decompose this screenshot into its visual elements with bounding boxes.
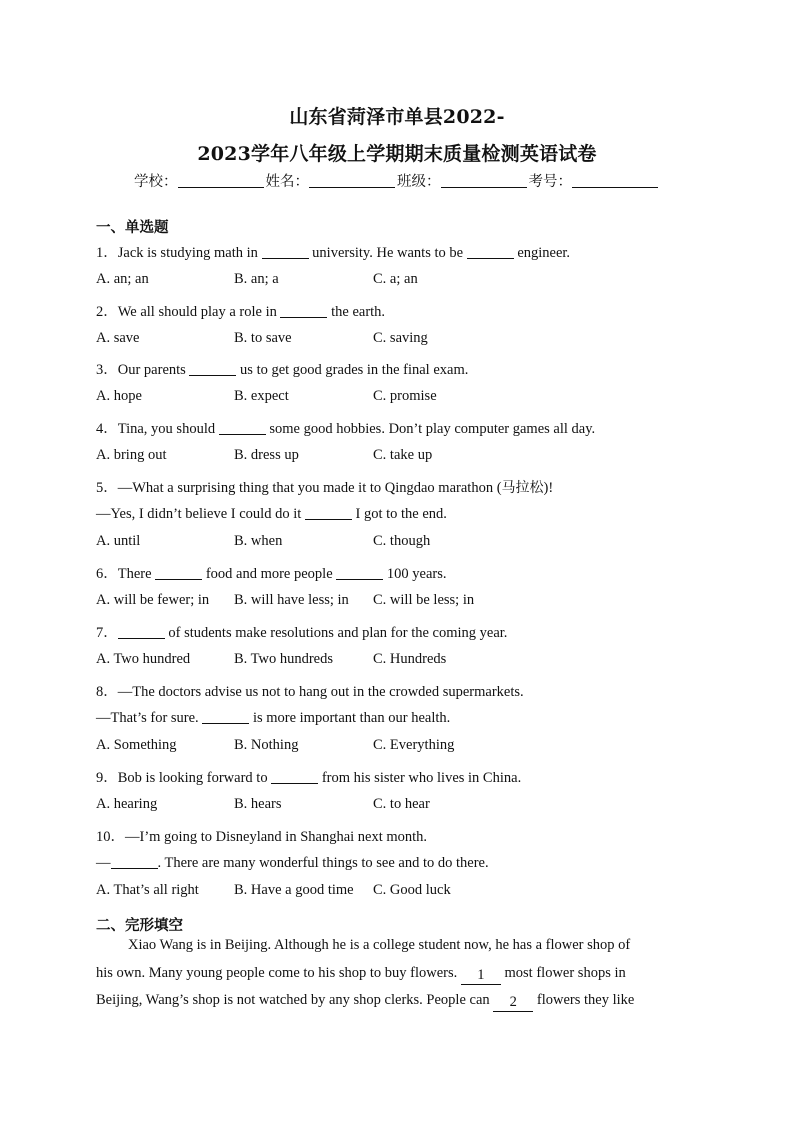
question-7: 7． of students make resolutions and plan for the coming year.: [96, 625, 508, 641]
option-b[interactable]: B. Two hundreds: [234, 651, 334, 667]
question-6: 6．There food and more people 100 years.: [96, 566, 447, 582]
answer-blank[interactable]: [155, 566, 202, 580]
school-blank[interactable]: [178, 173, 264, 188]
answer-blank[interactable]: [336, 566, 383, 580]
answer-blank[interactable]: [271, 770, 318, 784]
answer-blank[interactable]: [280, 304, 327, 318]
option-c[interactable]: C. Good luck: [373, 882, 451, 898]
option-c[interactable]: C. promise: [373, 388, 437, 404]
question-9: 9．Bob is looking forward to from his sister who lives in China.: [96, 770, 522, 786]
option-c[interactable]: C. take up: [373, 447, 433, 463]
answer-blank[interactable]: [189, 362, 236, 376]
option-a[interactable]: A. hope: [96, 388, 142, 404]
option-b[interactable]: B. to save: [234, 330, 292, 346]
question-5-reply: —Yes, I didn’t believe I could do it I got to the end.: [96, 506, 447, 522]
option-b[interactable]: B. hears: [234, 796, 282, 812]
answer-blank[interactable]: [118, 625, 165, 639]
question-1: 1．Jack is studying math in university. He wants to be engineer.: [96, 245, 571, 261]
option-b[interactable]: B. when: [234, 533, 283, 549]
section1-heading: 一、单选题: [96, 220, 169, 236]
exam-number-blank[interactable]: [572, 173, 658, 188]
option-a[interactable]: A. an; an: [96, 271, 149, 287]
question-10-reply: — . There are many wonderful things to see and to do there.: [96, 855, 489, 871]
option-a[interactable]: A. Two hundred: [96, 651, 191, 667]
passage-line-1: Xiao Wang is in Beijing. Although he is a college student now, he has a flower shop of: [128, 937, 631, 953]
option-c[interactable]: C. will be less; in: [373, 592, 475, 608]
answer-blank[interactable]: [111, 855, 158, 869]
option-b[interactable]: B. will have less; in: [234, 592, 349, 608]
question-2: 2．We all should play a role in the earth.: [96, 304, 386, 320]
option-b[interactable]: B. an; a: [234, 271, 279, 287]
answer-blank[interactable]: [305, 506, 352, 520]
option-c[interactable]: C. Everything: [373, 737, 455, 753]
question-5: 5．—What a surprising thing that you made it to Qingdao marathon (马拉松)!: [96, 480, 554, 496]
answer-blank[interactable]: [202, 710, 249, 724]
name-blank[interactable]: [309, 173, 395, 188]
answer-blank[interactable]: [262, 245, 309, 259]
option-c[interactable]: C. Hundreds: [373, 651, 447, 667]
exam-title-line2: 2023学年八年级上学期期末质量检测英语试卷: [197, 143, 597, 165]
passage-line-3: Beijing, Wang’s shop is not watched by any shop clerks. People can 2 flowers they like: [96, 992, 635, 1010]
option-c[interactable]: C. to hear: [373, 796, 430, 812]
option-a[interactable]: A. bring out: [96, 447, 167, 463]
option-a[interactable]: A. That’s all right: [96, 882, 199, 898]
school-field: 学校：: [134, 170, 266, 191]
option-a[interactable]: A. will be fewer; in: [96, 592, 210, 608]
question-8: 8．—The doctors advise us not to hang out in the crowded supermarkets.: [96, 684, 524, 700]
question-8-reply: —That’s for sure. is more important than our health.: [96, 710, 451, 726]
option-b[interactable]: B. expect: [234, 388, 289, 404]
option-b[interactable]: B. dress up: [234, 447, 299, 463]
class-field: 班级：: [397, 170, 529, 191]
option-a[interactable]: A. hearing: [96, 796, 158, 812]
name-field: 姓名：: [266, 170, 398, 191]
exam-number-field: 考号：: [529, 170, 661, 191]
option-c[interactable]: C. saving: [373, 330, 428, 346]
question-4: 4．Tina, you should some good hobbies. Don’t play computer games all day.: [96, 421, 596, 437]
section2-heading: 二、完形填空: [96, 918, 183, 934]
question-10: 10．—I’m going to Disneyland in Shanghai next month.: [96, 829, 428, 845]
option-a[interactable]: A. until: [96, 533, 141, 549]
option-c[interactable]: C. a; an: [373, 271, 418, 287]
answer-blank[interactable]: [467, 245, 514, 259]
cloze-blank-2[interactable]: 2: [493, 994, 533, 1012]
option-a[interactable]: A. save: [96, 330, 140, 346]
class-blank[interactable]: [441, 173, 527, 188]
answer-blank[interactable]: [219, 421, 266, 435]
question-3: 3．Our parents us to get good grades in the final exam.: [96, 362, 469, 378]
option-a[interactable]: A. Something: [96, 737, 177, 753]
option-c[interactable]: C. though: [373, 533, 431, 549]
student-info-row: [0, 170, 794, 191]
option-b[interactable]: B. Have a good time: [234, 882, 354, 898]
cloze-blank-1[interactable]: 1: [461, 967, 501, 985]
option-b[interactable]: B. Nothing: [234, 737, 299, 753]
passage-line-2: his own. Many young people come to his shop to buy flowers. 1 most flower shops in: [96, 965, 626, 983]
exam-title-line1: 山东省菏泽市单县2022-: [289, 106, 505, 128]
